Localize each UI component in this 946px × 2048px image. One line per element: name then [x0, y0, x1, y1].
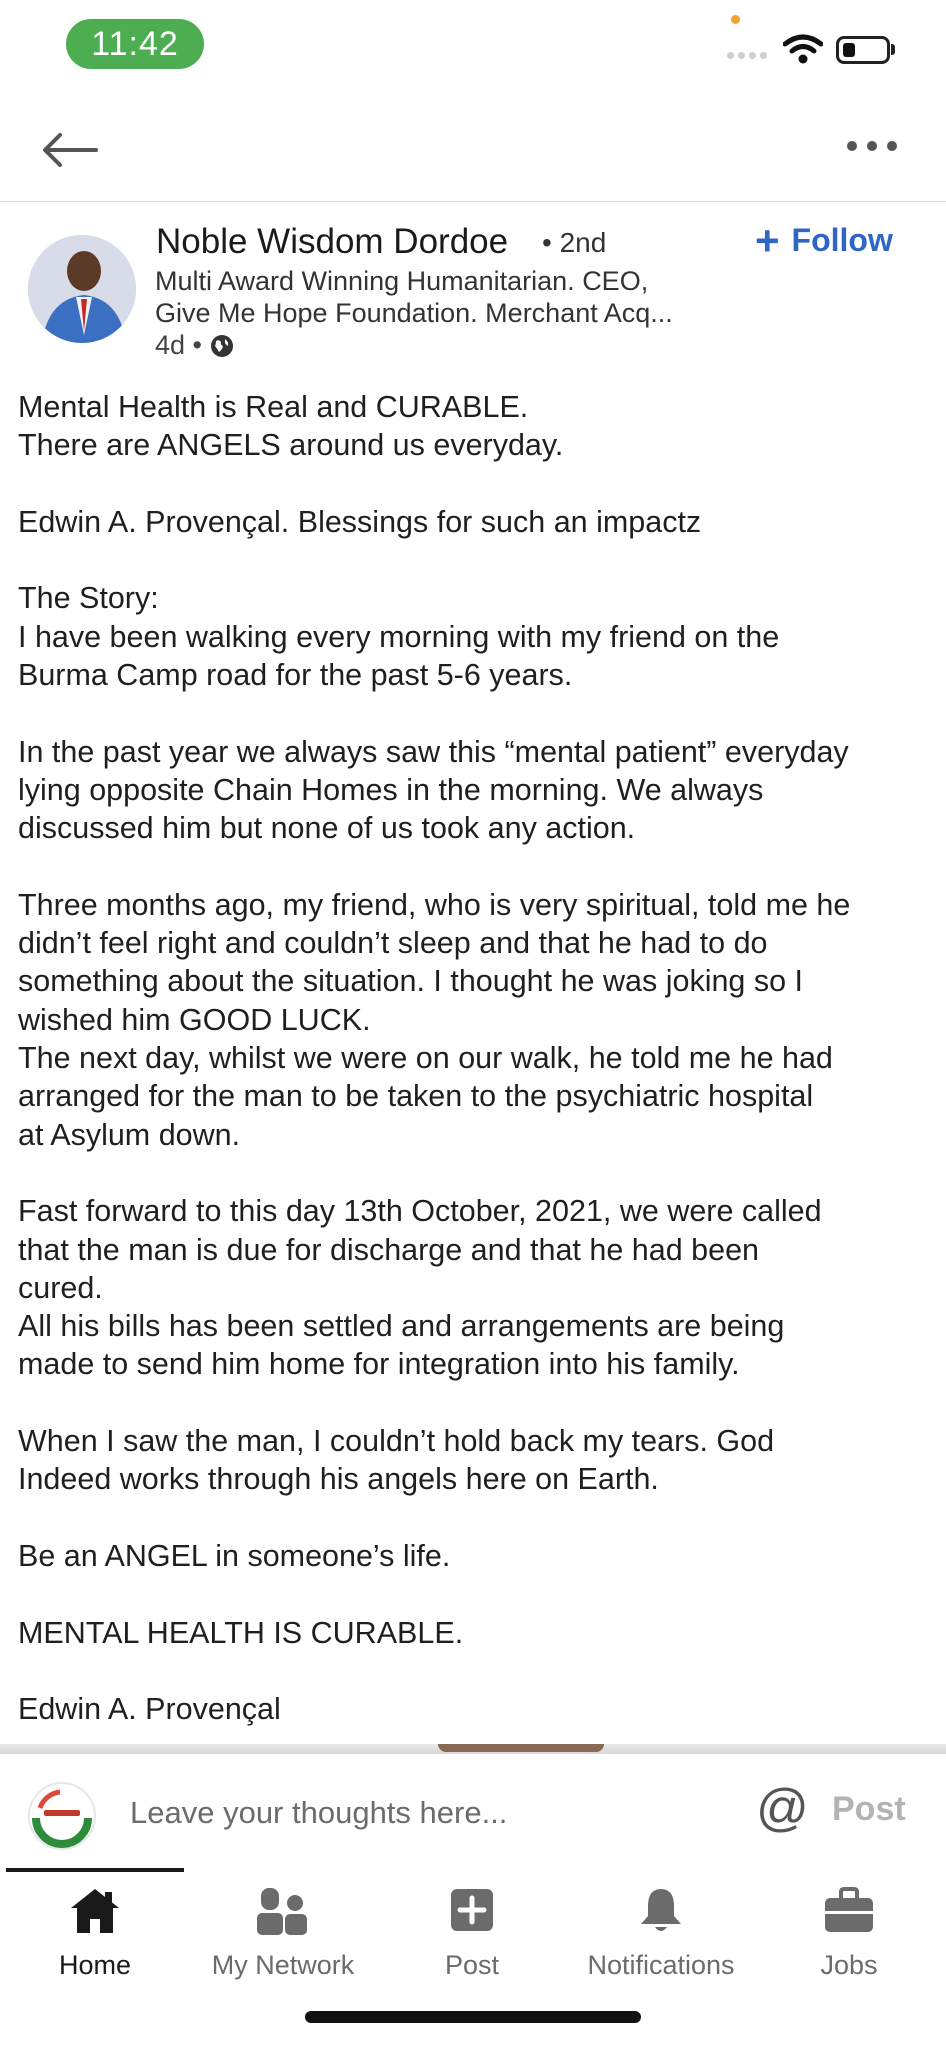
author-headline-line2: Give Me Hope Foundation. Merchant Acq... [155, 298, 673, 328]
comment-input[interactable] [128, 1790, 732, 1836]
briefcase-icon [821, 1886, 877, 1936]
connection-degree: • 2nd [542, 227, 607, 258]
tab-notifications[interactable] [566, 1880, 756, 1980]
privacy-indicator-dot [731, 15, 740, 24]
mention-icon[interactable]: @ [756, 1779, 809, 1837]
more-options-icon[interactable] [846, 138, 898, 154]
follow-button[interactable] [755, 216, 893, 264]
battery-cap [891, 44, 895, 55]
author-headline-line1: Multi Award Winning Humanitarian. CEO, [155, 266, 649, 296]
post-image-subject [438, 1744, 604, 1752]
tab-my-network-label: My Network [211, 1950, 355, 1980]
tab-home-label: Home [58, 1950, 132, 1980]
post-text: Mental Health is Real and CURABLE. There are ANGELS around us everyday. Edwin A. Provençal. Blessings for such an impactz The Story: I have been walking every morning with my friend on the Burma Camp road for the past 5-6 years. In the past year we always saw this “mental patient” everyday lying opposite Chain Homes in the morning. We always discussed him but none of us took any action. Three months ago, my friend, who is very spiritual, told me he didn’t feel right and couldn’t sleep and that he had to do something about the situation. I thought he was joking so I wished him GOOD LUCK. The next day, whilst we were on our walk, he told me he had arranged for the man to be taken to the psychiatric hospital at Asylum down. Fast forward to this day 13th October, 2021, we were called that the man is due for discharge and that he had been cured. All his bills has been settled and arrangements are being made to send him home for integration into his family. When I saw the man, I couldn’t hold back my tears. God Indeed works through his angels here on Earth. Be an ANGEL in someone’s life. MENTAL HEALTH IS CURABLE. Edwin A. Provençal [18, 390, 851, 1727]
tab-post-label: Post [444, 1950, 500, 1980]
bottom-tab-bar [0, 1866, 946, 2048]
tab-jobs-label: Jobs [820, 1950, 878, 1980]
follow-label: Follow [791, 222, 893, 258]
wifi-icon [783, 34, 823, 64]
post-meta [155, 330, 234, 361]
author-headline [155, 265, 715, 329]
author-avatar[interactable] [28, 235, 136, 343]
commenter-avatar [28, 1782, 96, 1850]
status-bar [0, 0, 946, 90]
tab-post[interactable] [377, 1880, 567, 1980]
home-icon [67, 1886, 123, 1936]
top-navigation [0, 90, 946, 202]
tab-my-network[interactable] [188, 1880, 378, 1980]
comment-bar [0, 1754, 946, 1867]
plus-icon: + [755, 216, 780, 264]
post-icon [444, 1886, 500, 1936]
globe-icon [210, 334, 234, 358]
post-age: 4d • [155, 330, 202, 360]
tab-jobs[interactable] [754, 1880, 944, 1980]
cellular-signal-icon [727, 52, 767, 59]
active-tab-indicator [6, 1868, 184, 1872]
battery-fill [843, 43, 855, 57]
tab-notifications-label: Notifications [587, 1950, 735, 1980]
author-name[interactable]: Noble Wisdom Dordoe [156, 222, 509, 261]
back-arrow-icon[interactable] [40, 130, 100, 170]
battery-icon [836, 36, 890, 64]
post-comment-button[interactable]: Post [832, 1790, 906, 1828]
status-time: 11:42 [66, 19, 204, 69]
home-indicator[interactable] [305, 2011, 641, 2023]
network-icon [255, 1886, 311, 1936]
bell-icon [633, 1886, 689, 1936]
tab-home[interactable] [0, 1880, 190, 1980]
